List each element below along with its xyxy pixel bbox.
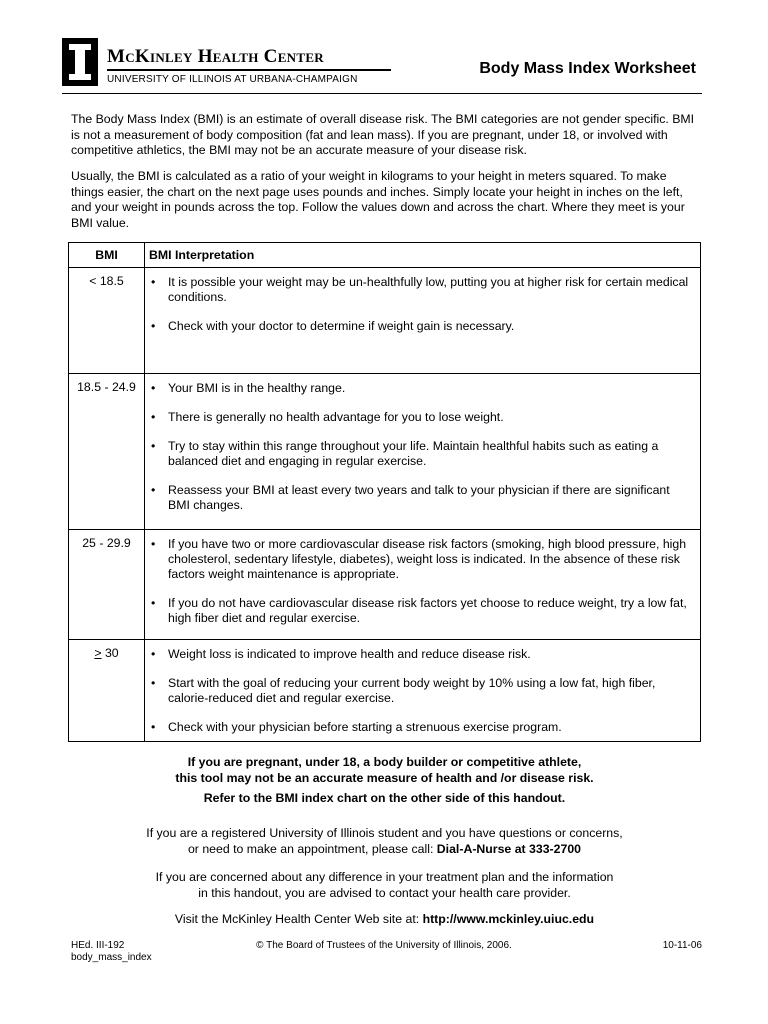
bmi-table <box>68 242 701 742</box>
list-item: • If you have two or more cardiovascular disease risk factors (smoking, high blood pressure, high cholesterol, sedentary lifestyle, diabetes), weight loss is indicated. In the absence of these risk factors weight maintenance is appropriate. <box>151 537 687 581</box>
bullet-icon: • <box>151 381 156 395</box>
document-title: Body Mass Index Worksheet <box>479 60 696 77</box>
list-item: • If you do not have cardiovascular disease risk factors yet choose to reduce weight, try a low fat, high fiber diet and regular exercise. <box>151 596 687 625</box>
table-row-overweight <box>69 530 701 640</box>
org-name: McKinley Health Center <box>107 46 324 67</box>
bullet-icon: • <box>151 537 156 551</box>
bullet-icon: • <box>151 410 156 424</box>
bullet-icon: • <box>151 596 156 610</box>
list-item: • Check with your physician before starting a strenuous exercise program. <box>151 720 562 734</box>
intro-paragraph-1: The Body Mass Index (BMI) is an estimate of overall disease risk. The BMI categories are not gender specific. BMI is not a measurement of body composition (fat and lean mass). If you are pregnant, under 18, or involved with competitive athletics, the BMI may not be an accurate measure of your disease risk. <box>71 112 695 157</box>
bmi-range: 18.5 - 24.9 <box>69 374 145 530</box>
table-row-underweight <box>69 268 701 374</box>
footer-date: 10-11-06 <box>662 940 702 951</box>
website-note: Visit the McKinley Health Center Web site at: http://www.mckinley.uiuc.edu <box>174 912 595 926</box>
bullet-icon: • <box>151 439 156 453</box>
provider-note: If you are concerned about any difference in your treatment plan and the information in this handout, you are advised to contact your health care provider. <box>155 870 614 900</box>
page-header <box>62 38 702 96</box>
bullet-icon: • <box>151 647 156 661</box>
bullet-icon: • <box>151 275 156 289</box>
list-item: • It is possible your weight may be un-healthfully low, putting you at higher risk for certain medical conditions. <box>151 275 689 304</box>
logo-divider <box>107 69 391 71</box>
bullet-icon: • <box>151 319 156 333</box>
table-row-healthy <box>69 374 701 530</box>
bullet-icon: • <box>151 676 156 690</box>
greater-equal-icon: > <box>94 646 102 660</box>
list-item: • Reassess your BMI at least every two years and talk to your physician if there are significant BMI changes. <box>151 483 670 512</box>
refer-note: Refer to the BMI index chart on the other side of this handout. <box>203 791 566 805</box>
website-link[interactable]: http://www.mckinley.uiuc.edu <box>422 912 595 926</box>
list-item: • Try to stay within this range throughout your life. Maintain healthful habits such as eating a balanced diet and engaging in regular exercise. <box>151 439 659 468</box>
bullet-icon: • <box>151 483 156 497</box>
student-contact-note: If you are a registered University of Illinois student and you have questions or concerns, or need to make an appointment, please call: Dial-A-Nurse at 333-2700 <box>146 826 623 856</box>
table-header-row <box>69 243 701 268</box>
intro-paragraph-2: Usually, the BMI is calculated as a ratio of your weight in kilograms to your height in meters squared. To make things easier, the chart on the next page uses pounds and inches. Simply locate your height in inches on the left, and your weight in pounds across the top. Follow the values down and across the chart. Where they meet is your BMI value. <box>71 169 685 230</box>
bmi-range: 25 - 29.9 <box>69 530 145 640</box>
list-item: • Check with your doctor to determine if weight gain is necessary. <box>151 319 515 333</box>
column-header-interpretation: BMI Interpretation <box>145 243 701 268</box>
dial-a-nurse-phone: Dial-A-Nurse at 333-2700 <box>436 841 582 856</box>
illinois-logo-icon <box>62 38 98 86</box>
org-subtitle: UNIVERSITY OF ILLINOIS AT URBANA-CHAMPAIGN <box>107 74 358 85</box>
list-item: • There is generally no health advantage for you to lose weight. <box>151 410 504 424</box>
bullet-icon: • <box>151 720 156 734</box>
list-item: • Your BMI is in the healthy range. <box>151 381 346 395</box>
warning-note: If you are pregnant, under 18, a body builder or competitive athlete, this tool may not be an accurate measure of health and /or disease risk. <box>175 755 594 785</box>
list-item: • Weight loss is indicated to improve health and reduce disease risk. <box>151 647 531 661</box>
bmi-range: < 18.5 <box>69 268 145 374</box>
list-item: • Start with the goal of reducing your current body weight by 10% using a low fat, high fiber, calorie-reduced diet and regular exercise. <box>151 676 656 705</box>
column-header-bmi: BMI <box>69 243 145 268</box>
bmi-range: > 30 <box>69 640 145 742</box>
footer-copyright: © The Board of Trustees of the University of Illinois, 2006. <box>256 940 512 951</box>
footer-code: HEd. III-192 body_mass_index <box>71 940 152 963</box>
table-row-obese <box>69 640 701 742</box>
header-divider <box>62 93 702 94</box>
